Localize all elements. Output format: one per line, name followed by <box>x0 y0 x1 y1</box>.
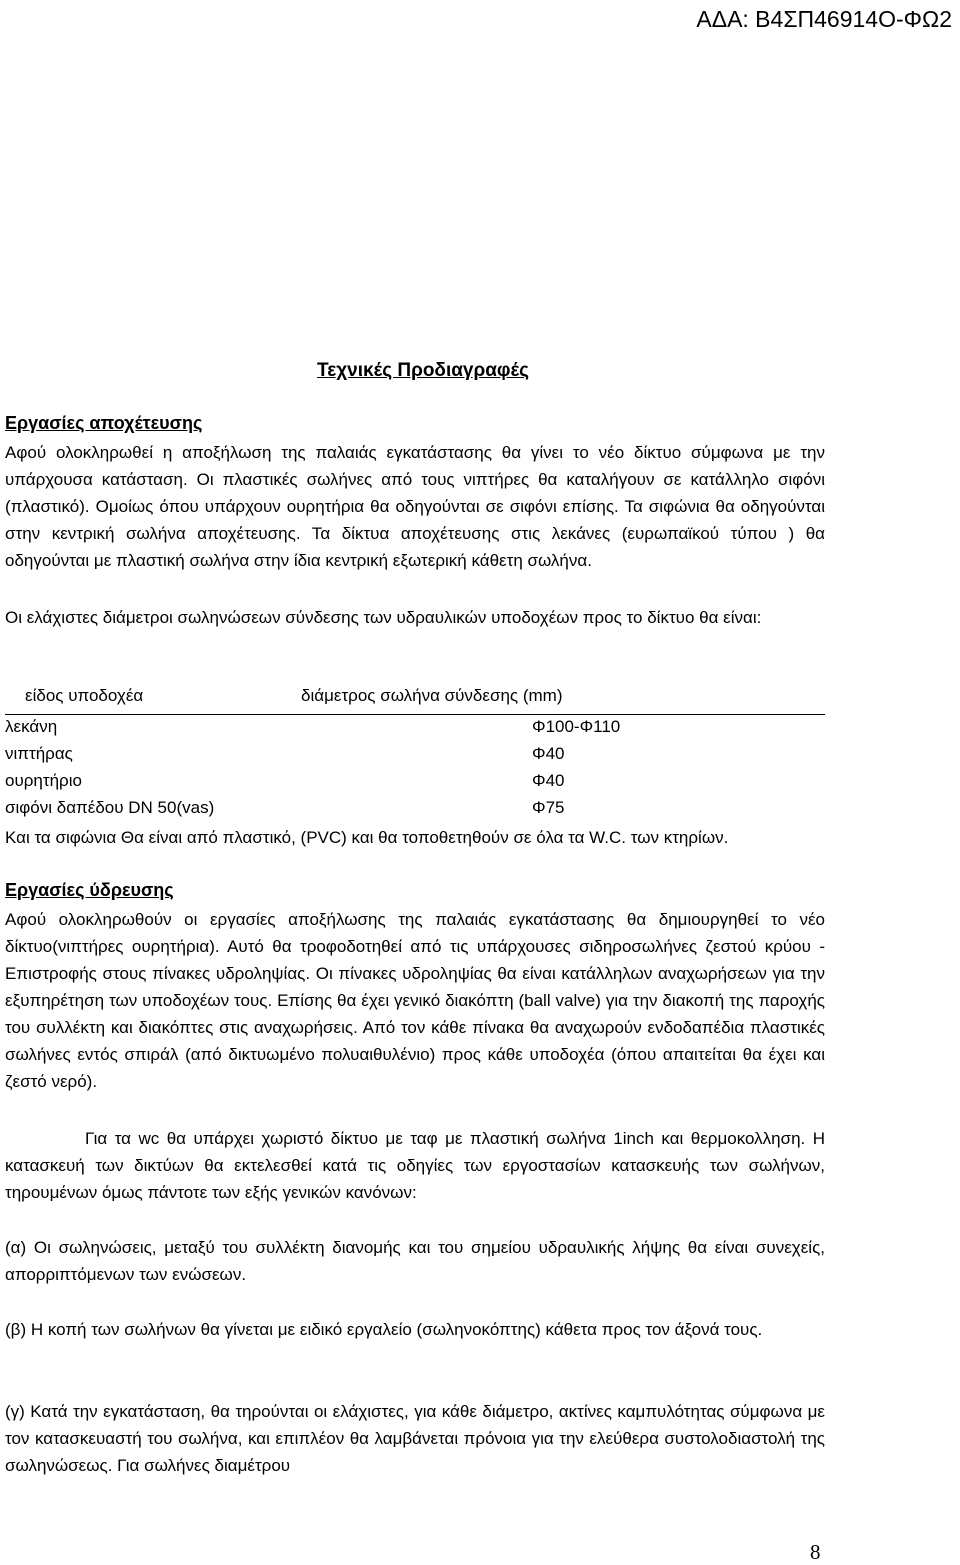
diameter-table <box>5 684 825 823</box>
ada-code: ΑΔΑ: Β4ΣΠ46914Ο-ΦΩ2 <box>696 6 952 32</box>
water-supply-paragraph-2: Για τα wc θα υπάρχει χωριστό δίκτυο με ταφ με πλαστική σωλήνα 1inch και θερμοκολληση. Η κατασκευή των δικτύων θα εκτελεσθεί κατά τις οδηγίες των εργοστασίων κατασκευής των σωλήνων, τηρουμένων όμως πάντοτε των εξής γενικών κανόνων: <box>5 1129 825 1202</box>
water-supply-paragraph-1: Αφού ολοκληρωθούν οι εργασίες αποξήλωσης της παλαιάς εγκατάστασης θα δημιουργηθεί το νέο δίκτυο(νιπτήρες ουρητήρια). Αυτό θα τροφοδοτηθεί από τις υπάρχουσες σιδηροσωλήνες ζεστού κρύου - Επιστροφής στους πίνακες υδροληψίας. Οι πίνακες υδροληψίας θα είναι κατάλληλων αναχωρήσεων για την εξυπηρέτηση των υποδοχέων τους. Επίσης θα έχει γενικό διακόπτη (ball valve) για την διακοπή της παροχής του συλλέκτη και διακόπτες στις αναχωρήσεις. Από τον κάθε πίνακα θα αναχωρούν ενδοδαπέδια πλαστικές σωλήνες εντός σπιράλ (από δικτυωμένο πολυαιθυλένιο) προς κάθε υποδοχέα (όπου απαιτείται θα έχει και ζεστό νερό). <box>5 910 825 1091</box>
table-cell-type: λεκάνη <box>5 717 58 736</box>
table-row <box>5 769 825 796</box>
water-supply-heading: Εργασίες ύδρευσης <box>5 880 174 900</box>
drainage-paragraph-3: Και τα σιφώνια Θα είναι από πλαστικό, (PVC) και θα τοποθετηθούν σε όλα τα W.C. των κτηρίων. <box>5 828 729 847</box>
table-row <box>5 715 825 742</box>
table-row <box>5 742 825 769</box>
rule-item-c: (γ) Κατά την εγκατάσταση, θα τηρούνται οι ελάχιστες, για κάθε διάμετρο, ακτίνες καμπυλότητας σύμφωνα με τον κατασκευαστή του σωλήνα, και επιπλέον θα λαμβάνεται πρόνοια για την ελεύθερα συστολοδιαστολή της σωληνώσεως. Για σωλήνες διαμέτρου <box>5 1402 825 1475</box>
table-cell-type: ουρητήριο <box>5 771 82 790</box>
table-header <box>5 684 825 715</box>
rule-item-a: (α) Οι σωληνώσεις, μεταξύ του συλλέκτη διανομής και του σημείου υδραυλικής λήψης θα είναι συνεχείς, απορριπτόμενων των ενώσεων. <box>5 1238 825 1284</box>
drainage-paragraph-2: Οι ελάχιστες διάμετροι σωληνώσεων σύνδεσης των υδραυλικών υποδοχέων προς το δίκτυο θα είναι: <box>5 608 762 627</box>
table-cell-diameter: Φ40 <box>532 771 565 790</box>
table-cell-diameter: Φ40 <box>532 744 565 763</box>
rule-item-b: (β) Η κοπή των σωλήνων θα γίνεται με ειδικό εργαλείο (σωληνοκόπτης) κάθετα προς τον άξονά τους. <box>5 1320 763 1339</box>
page-number: 8 <box>810 1540 821 1564</box>
page-title: Τεχνικές Προδιαγραφές <box>317 360 529 381</box>
table-header-diameter: διάμετρος σωλήνα σύνδεσης (mm) <box>301 686 563 705</box>
drainage-paragraph-1: Αφού ολοκληρωθεί η αποξήλωση της παλαιάς εγκατάστασης θα γίνει το νέο δίκτυο σύμφωνα με την υπάρχουσα κατάσταση. Οι πλαστικές σωλήνες από τους νιπτήρες θα καταλήγουν σε κατάλληλο σιφόνι (πλαστικό). Ομοίως όπου υπάρχουν ουρητήρια θα οδηγούνται σε σιφόνι επίσης. Τα σιφώνια θα οδηγούνται στην κεντρική σωλήνα αποχέτευσης. Τα δίκτυα αποχέτευσης στις λεκάνες (ευρωπαϊκού τύπου ) θα οδηγούνται με πλαστική σωλήνα στην ίδια κεντρική εξωτερική κάθετη σωλήνα. <box>5 443 825 570</box>
drainage-heading: Εργασίες αποχέτευσης <box>5 413 203 433</box>
table-cell-type: σιφόνι δαπέδου DN 50(vas) <box>5 798 215 817</box>
table-cell-diameter: Φ75 <box>532 798 565 817</box>
table-cell-type: νιπτήρας <box>5 744 73 763</box>
table-header-type: είδος υποδοχέα <box>25 686 144 705</box>
table-row <box>5 796 825 823</box>
table-cell-diameter: Φ100-Φ110 <box>532 717 621 736</box>
